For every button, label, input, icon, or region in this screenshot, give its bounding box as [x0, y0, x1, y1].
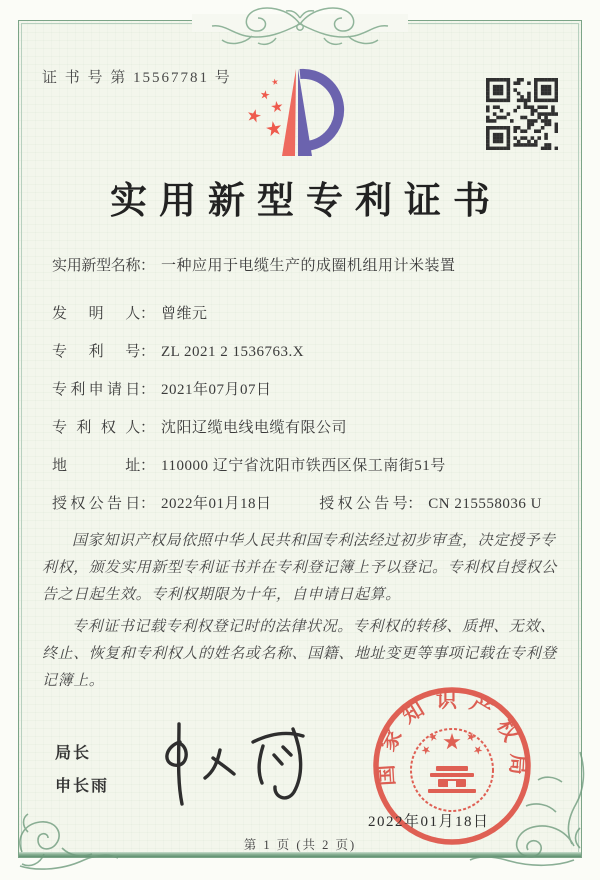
cnipa-logo-icon — [240, 60, 364, 170]
field-label: 专利申请日 — [52, 382, 140, 398]
field-row-patentee — [52, 416, 570, 437]
qr-code — [486, 78, 558, 150]
body-paragraph-1: 国家知识产权局依照中华人民共和国专利法经过初步审查，决定授予专利权，颁发实用新型专利证书并在专利登记簿上予以登记。专利权自授权公告之日起生效。专利权期限为十年，自申请日起算。 — [42, 533, 557, 603]
field-colon: ： — [407, 496, 423, 512]
officer-block — [55, 737, 109, 803]
grant-no-label: 授权公告号 — [319, 496, 408, 512]
field-value: 110000 辽宁省沈阳市铁西区保工南街51号 — [161, 458, 446, 474]
legal-text — [42, 528, 560, 700]
field-value: 沈阳辽缆电线电缆有限公司 — [161, 420, 348, 436]
field-label: 发明人 — [52, 306, 140, 322]
director-name: 申长雨 — [55, 778, 110, 795]
field-value: 曾维元 — [161, 306, 208, 322]
field-label: 专利号 — [52, 344, 140, 360]
field-row-name — [52, 254, 570, 275]
field-row-inventor — [52, 302, 570, 323]
grant-date-value: 2022年01月18日 — [161, 496, 272, 512]
field-value: 2021年07月07日 — [161, 382, 272, 398]
certificate-title: 实用新型专利证书 — [110, 181, 502, 222]
field-colon: ： — [140, 420, 156, 436]
seal-date: 2022年01月18日 — [368, 814, 490, 830]
field-colon: ： — [140, 458, 156, 474]
body-paragraph-2: 专利证书记载专利权登记时的法律状况。专利权的转移、质押、无效、终止、恢复和专利权人的姓名或名称、国籍、地址变更等事项记载在专利登记簿上。 — [42, 619, 557, 689]
director-signature-icon — [135, 712, 320, 807]
page-footer: 第 1 页 (共 2 页) — [243, 838, 357, 852]
field-row-address — [52, 454, 570, 475]
grant-date-label: 授权公告日 — [52, 496, 140, 512]
field-colon: ： — [140, 382, 156, 398]
field-colon: ： — [140, 344, 156, 360]
top-flourish-icon — [188, 2, 412, 50]
field-colon: ： — [140, 496, 156, 512]
field-label: 实用新型名称 — [52, 258, 141, 274]
field-colon: ： — [140, 306, 156, 322]
field-value: ZL 2021 2 1536763.X — [161, 344, 305, 360]
field-colon: ： — [140, 258, 156, 274]
field-row-patent-no — [52, 340, 570, 361]
field-label: 专利权人 — [52, 420, 140, 436]
grant-no-value: CN 215558036 U — [428, 496, 542, 512]
field-value: 一种应用于电缆生产的成圈机组用计米装置 — [161, 258, 456, 274]
field-label: 地址 — [52, 458, 140, 474]
seal-text: 国家知识产权局 — [373, 687, 531, 787]
field-row-grant — [52, 492, 570, 513]
director-title: 局长 — [55, 745, 92, 762]
certificate-number: 证 书 号 第 15567781 号 — [42, 70, 232, 86]
official-seal-icon — [362, 680, 542, 860]
field-row-filing-date — [52, 378, 570, 399]
